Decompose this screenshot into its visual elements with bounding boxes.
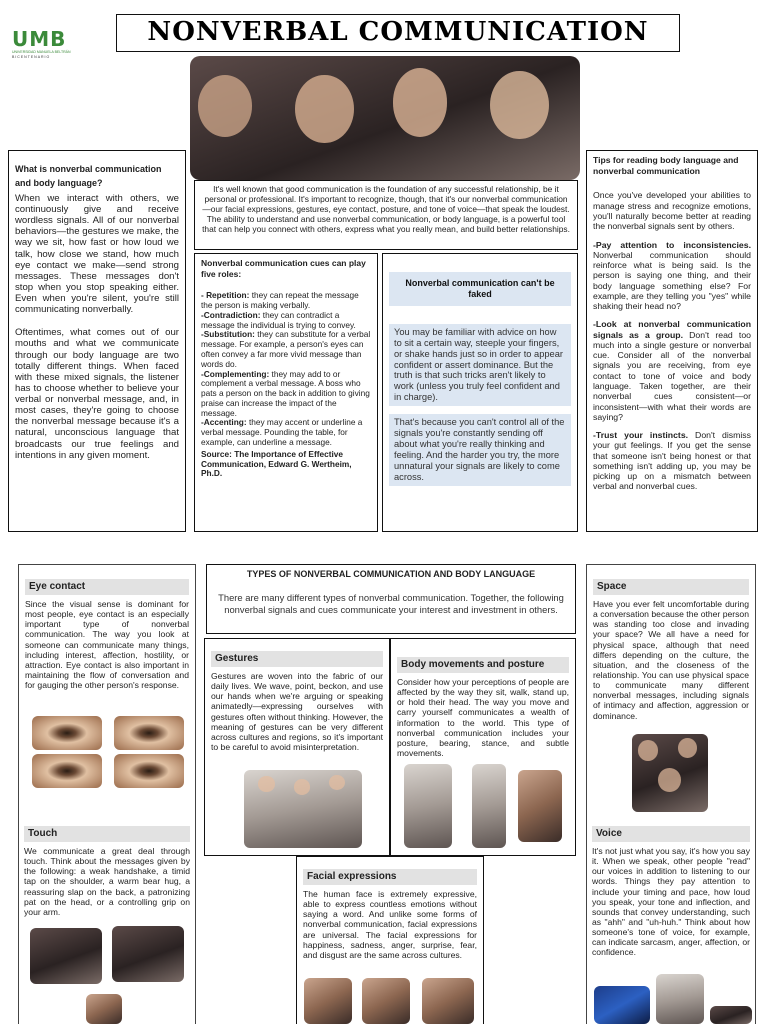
space-photo <box>632 734 708 812</box>
facial-photo-2 <box>362 978 410 1024</box>
touch-heading: Touch <box>24 826 190 842</box>
roles-list <box>201 291 371 479</box>
touch-text: We communicate a great deal through touch. Think about the messages given by the following: a weak handshake, a timid tap on the shoulder, a warm bear hug, a reassuring slap on the back, a patronizing pat on the head, or a controlling grip on your arm. <box>24 846 190 917</box>
page-title: NONVERBAL COMMUNICATION <box>147 17 649 48</box>
voice-heading: Voice <box>592 826 750 842</box>
gestures-heading: Gestures <box>211 651 383 667</box>
eye-photo-1 <box>32 716 102 750</box>
title-banner <box>116 14 680 52</box>
voice-photo-3 <box>710 1006 752 1024</box>
logo-text: UMB <box>12 27 67 51</box>
roles-heading: Nonverbal communication cues can play five roles: <box>201 258 366 279</box>
body-heading: Body movements and posture <box>397 657 569 673</box>
types-box <box>206 564 576 634</box>
logo <box>12 28 92 64</box>
body-photo-2 <box>472 764 506 848</box>
what-is-box <box>8 150 186 532</box>
space-heading: Space <box>593 579 749 595</box>
touch-photo-3 <box>86 994 122 1024</box>
voice-photo-1 <box>594 986 650 1024</box>
eye-contact-heading: Eye contact <box>25 579 189 595</box>
types-text: There are many different types of nonverbal communication. Together, the following nonverbal signals and cues communicate your interest and investment in others. <box>218 591 564 615</box>
role-complementing: -Complementing: they may add to or complement a verbal message. A boss who pats a person on the back in addition to giving praise can increase the impact of the message. <box>201 368 370 418</box>
tips-p2: -Pay attention to inconsistencies. Nonverbal communication should reinforce what is being said. Is the person is saying one thing, and their body language something else? For example, are they telling you "yes" while shaking their head no? <box>593 239 751 312</box>
roles-box <box>194 253 378 532</box>
intro-text: It's well known that good communication is the foundation of any successful relationship, be it personal or professional. It's important to recognize, though, that it's our nonverbal communication—our facial expressions, gestures, eye contact, posture, and tone of voice—that speak the loudest. The ability to understand and use nonverbal communication, or body language, is a powerful tool that can help you connect with others, express what you really mean, and build better relationships. <box>202 184 570 235</box>
logo-subtext: UNIVERSIDAD MANUELA BELTRÁN <box>12 50 71 54</box>
touch-photo-2 <box>112 926 184 982</box>
eye-photo-2 <box>114 716 184 750</box>
cant-be-faked-p2: That's because you can't control all of the signals you're constantly sending off about what you're really thinking and feeling. And the harder you try, the more unnatural your signals are likely to come across. <box>389 414 571 486</box>
facial-photo-3 <box>422 978 474 1024</box>
what-is-heading: What is nonverbal communication and body language? <box>15 164 162 188</box>
body-photo-3 <box>518 770 562 842</box>
body-text: Consider how your perceptions of people are affected by the way they sit, walk, stand up, or hold their head. The way you move and carry yourself communicates a wealth of information to the world. This type of nonverbal communication includes your posture, bearing, stance, and subtle movements. <box>397 677 569 758</box>
voice-text: It's not just what you say, it's how you say it. When we speak, other people "read" our voices in addition to listening to our words. Things they pay attention to include your timing and pace, how loud you speak, your tone and inflection, and sounds that convey understanding, such as "ahh" and "uh-huh." Think about how someone's tone of voice, for example, can indicate sarcasm, anger, affection, or confidence. <box>592 846 750 958</box>
tips-p1: Once you've developed your abilities to manage stress and recognize emotions, you'll naturally become better at reading the nonverbal signals sent by others. <box>593 190 751 232</box>
tips-box <box>586 150 758 532</box>
role-contradiction: -Contradiction: they can contradict a message the individual is trying to convey. <box>201 309 356 330</box>
cant-be-faked-box <box>382 253 578 532</box>
body-photo-1 <box>404 764 452 848</box>
gestures-text: Gestures are woven into the fabric of our daily lives. We wave, point, beckon, and use our hands when we're arguing or speaking animatedly—expressing ourselves with gestures often without thinking. However, the meaning of gestures can be very different across cultures and regions, so it's important to be careful to avoid misinterpretation. <box>211 671 383 752</box>
eye-photo-3 <box>32 754 102 788</box>
space-text: Have you ever felt uncomfortable during a conversation because the other person was standing too close and invading your space? We all have a need for physical space, although that need differs depending on the culture, the situation, and the closeness of the relationship. You can use physical space to communicate many different nonverbal messages, including signals of intimacy and affection, aggression or dominance. <box>593 599 749 721</box>
tips-p3: -Look at nonverbal communication signals as a group. Don't read too much into a single gesture or nonverbal cue. Consider all of the nonverbal signals you are receiving, from eye contact to tone of voice and body language. Taken together, are their nonverbal cues consistent—or inconsistent—with what their words are saying? <box>593 319 751 422</box>
group-photo <box>190 56 580 180</box>
role-substitution: -Substitution: they can substitute for a verbal message. For example, a person's eyes can often convey a far more vivid message than words do. <box>201 329 371 369</box>
roles-source: Source: The Importance of Effective Communication, Edward G. Wertheim, Ph.D. <box>201 448 352 479</box>
role-accenting: -Accenting: they may accent or underline a verbal message. Pounding the table, for example, can underline a message. <box>201 417 363 447</box>
facial-photo-1 <box>304 978 352 1024</box>
role-repetition: - Repetition: they can repeat the message the person is making verbally. <box>201 290 359 311</box>
touch-section <box>24 826 190 917</box>
tips-heading: Tips for reading body language and nonverbal communication <box>593 155 739 176</box>
types-heading: TYPES OF NONVERBAL COMMUNICATION AND BODY LANGUAGE <box>246 569 536 579</box>
what-is-p1: When we interact with others, we continuously give and receive wordless signals. All of our nonverbal behaviors—the gestures we make, the way we sit, how fast or how loud we talk, how close we stand, how much eye contact we make—send strong messages. These messages don't stop when you stop speaking either. Even when you're silent, you're still communicating nonverbally. <box>15 192 179 316</box>
eye-contact-text: Since the visual sense is dominant for most people, eye contact is an especially important type of nonverbal communication. The way you look at someone can communicate many things, including interest, affection, hostility, or attraction. Eye contact is also important in maintaining the flow of conversation and for gauging the other person's response. <box>25 599 189 691</box>
eye-photo-4 <box>114 754 184 788</box>
gestures-photo <box>244 770 362 848</box>
touch-photo-1 <box>30 928 102 984</box>
facial-text: The human face is extremely expressive, able to express countless emotions without saying a word. And unlike some forms of nonverbal communication, facial expressions are universal. The facial expressions for happiness, sadness, anger, surprise, fear, and disgust are the same across cultures. <box>303 889 477 960</box>
voice-photo-2 <box>656 974 704 1024</box>
intro-box <box>194 180 578 250</box>
facial-heading: Facial expressions <box>303 869 477 885</box>
cant-be-faked-heading: Nonverbal communication can't be faked <box>389 272 571 306</box>
cant-be-faked-p1: You may be familiar with advice on how to sit a certain way, steeple your fingers, or shake hands just so in order to appear confident or assert dominance. But the truth is that such tricks aren't likely to work (unless you truly feel confident and in charge). <box>389 324 571 407</box>
logo-subtext-2: BICENTENARIO <box>12 55 51 59</box>
what-is-p2: Oftentimes, what comes out of our mouths and what we communicate through our body language are two totally different things. When faced with these mixed signals, the listener has to choose whether to believe your verbal or nonverbal message, and, in most cases, they're going to choose the nonverbal message because it's a natural, unconscious language that broadcasts our true feelings and intentions in any given moment. <box>15 327 179 461</box>
voice-section <box>592 826 750 958</box>
tips-p4: -Trust your instincts. Don't dismiss your gut feelings. If you get the sense that someone isn't being honest or that something isn't adding up, you may be picking up on a mismatch between verbal and nonverbal cues. <box>593 430 751 492</box>
